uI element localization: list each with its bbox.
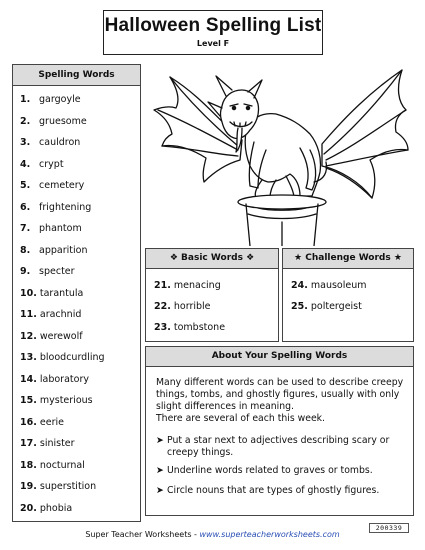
item-word: phobia — [39, 503, 73, 514]
title-box — [103, 10, 323, 55]
item-word: laboratory — [39, 374, 89, 385]
item-word: superstition — [39, 481, 97, 492]
item-number: 18. — [20, 460, 37, 471]
item-word: tarantula — [39, 288, 84, 299]
list-item — [20, 352, 105, 363]
list-item — [291, 301, 362, 312]
about-intro-text-2: There are several of each this week. — [156, 413, 326, 424]
basic-words-heading: ❖ Basic Words ❖ — [146, 249, 278, 269]
arrow-bullet-icon: ➤ — [156, 485, 164, 496]
list-item — [20, 481, 96, 492]
item-number: 19. — [20, 481, 37, 492]
item-number: 3. — [20, 137, 31, 148]
item-number: 10. — [20, 288, 37, 299]
list-item — [20, 417, 64, 428]
list-item — [154, 322, 225, 333]
arrow-bullet-icon: ➤ — [156, 435, 164, 446]
item-word: specter — [39, 266, 75, 277]
instruction-item — [156, 435, 408, 459]
list-item — [20, 94, 81, 105]
item-word: crypt — [39, 159, 64, 170]
list-item — [20, 116, 87, 127]
item-word: sinister — [39, 438, 75, 449]
instruction-item — [156, 465, 408, 477]
list-item — [20, 438, 75, 449]
list-item — [20, 460, 85, 471]
item-number: 22. — [154, 301, 171, 312]
item-number: 17. — [20, 438, 37, 449]
list-item — [291, 280, 367, 291]
item-word: gruesome — [39, 116, 87, 127]
item-number: 6. — [20, 202, 31, 213]
item-number: 23. — [154, 322, 171, 333]
item-word: apparition — [39, 245, 88, 256]
item-number: 15. — [20, 395, 37, 406]
item-number: 12. — [20, 331, 37, 342]
list-item — [20, 395, 93, 406]
list-item — [20, 159, 64, 170]
instruction-text: Circle nouns that are types of ghostly figures. — [167, 485, 380, 496]
item-word: poltergeist — [310, 301, 362, 312]
item-word: tombstone — [173, 322, 226, 333]
about-panel — [145, 346, 414, 516]
item-word: phantom — [39, 223, 82, 234]
item-number: 4. — [20, 159, 31, 170]
gargoyle-illustration — [150, 62, 412, 246]
page-title: Halloween Spelling List — [104, 15, 322, 36]
list-item — [20, 331, 83, 342]
item-word: bloodcurdling — [39, 352, 105, 363]
spelling-words-panel — [12, 64, 141, 522]
instruction-text: Put a star next to adjectives describing scary or creepy things. — [167, 435, 390, 458]
item-number: 11. — [20, 309, 37, 320]
list-item — [20, 223, 82, 234]
about-intro-text: Many different words can be used to describe creepy things, tombs, and ghostly figures, usually with only slight differences in meaning. — [156, 377, 404, 412]
item-number: 5. — [20, 180, 31, 191]
instruction-item — [156, 485, 408, 497]
instruction-text: Underline words related to graves or tombs. — [167, 465, 373, 476]
item-word: horrible — [173, 301, 211, 312]
about-intro — [156, 377, 406, 425]
list-item — [20, 137, 80, 148]
item-word: menacing — [173, 280, 221, 291]
item-word: cemetery — [39, 180, 85, 191]
item-word: gargoyle — [39, 94, 81, 105]
challenge-words-heading: ★ Challenge Words ★ — [283, 249, 413, 269]
basic-words-panel — [145, 248, 279, 342]
item-word: nocturnal — [39, 460, 85, 471]
list-item — [20, 288, 83, 299]
list-item — [20, 503, 72, 514]
footer-link[interactable]: www.superteacherworksheets.com — [199, 530, 340, 539]
challenge-words-panel — [282, 248, 414, 342]
item-word: arachnid — [39, 309, 82, 320]
item-number: 7. — [20, 223, 31, 234]
item-number: 14. — [20, 374, 37, 385]
list-item — [20, 374, 89, 385]
item-number: 16. — [20, 417, 37, 428]
item-number: 8. — [20, 245, 31, 256]
level-label: Level F — [196, 39, 230, 48]
item-word: cauldron — [39, 137, 81, 148]
item-word: mausoleum — [310, 280, 367, 291]
list-item — [20, 309, 81, 320]
item-number: 13. — [20, 352, 37, 363]
item-word: mysterious — [39, 395, 93, 406]
item-word: eerie — [39, 417, 64, 428]
list-item — [20, 266, 75, 277]
about-heading: About Your Spelling Words — [146, 347, 413, 367]
item-number: 2. — [20, 116, 31, 127]
spelling-words-heading: Spelling Words — [13, 65, 140, 86]
item-word: frightening — [39, 202, 92, 213]
list-item — [154, 301, 211, 312]
item-word: werewolf — [39, 331, 83, 342]
footer-prefix: Super Teacher Worksheets - — [85, 530, 200, 539]
list-item — [20, 202, 91, 213]
list-item — [20, 180, 84, 191]
item-number: 25. — [291, 301, 308, 312]
list-item — [154, 280, 221, 291]
item-number: 1. — [20, 94, 31, 105]
list-item — [20, 245, 87, 256]
item-number: 9. — [20, 266, 31, 277]
footer — [0, 530, 425, 539]
worksheet-code: 200339 — [369, 523, 409, 533]
item-number: 21. — [154, 280, 171, 291]
item-number: 20. — [20, 503, 37, 514]
arrow-bullet-icon: ➤ — [156, 465, 164, 476]
item-number: 24. — [291, 280, 308, 291]
